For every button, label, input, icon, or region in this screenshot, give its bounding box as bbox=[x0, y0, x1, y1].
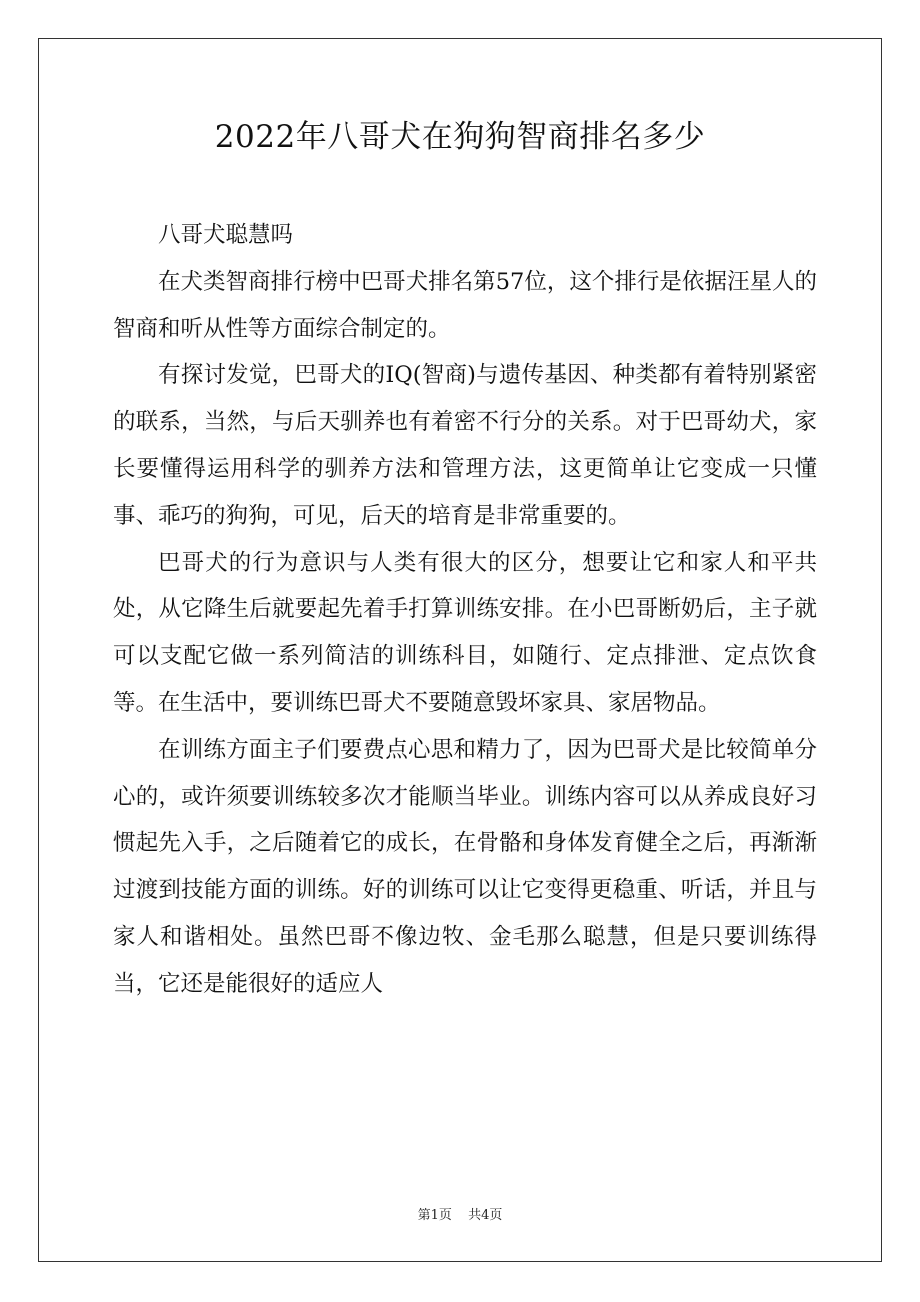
page-number-current: 第1页 bbox=[417, 1208, 452, 1223]
page-number-total: 共4页 bbox=[468, 1208, 503, 1223]
paragraph: 在训练方面主子们要费点心思和精力了，因为巴哥犬是比较简单分心的，或许须要训练较多次才能顺当毕业。训练内容可以从养成良好习惯起先入手，之后随着它的成长，在骨骼和身体发育健全之后，再渐渐过渡到技能方面的训练。好的训练可以让它变得更稳重、听话，并且与家人和谐相处。虽然巴哥不像边牧、金毛那么聪慧，但是只要训练得当，它还是能很好的适应人 bbox=[113, 736, 817, 997]
paragraph: 在犬类智商排行榜中巴哥犬排名第57位，这个排行是依据汪星人的智商和听从性等方面综合制定的。 bbox=[113, 268, 817, 342]
page-footer bbox=[0, 1206, 920, 1226]
paragraph: 有探讨发觉，巴哥犬的IQ(智商)与遗传基因、种类都有着特别紧密的联系，当然，与后天驯养也有着密不行分的关系。对于巴哥幼犬，家长要懂得运用科学的驯养方法和管理方法，这更简单让它变成一只懂事、乖巧的狗狗，可见，后天的培育是非常重要的。 bbox=[113, 362, 817, 529]
paragraph-heading: 八哥犬聪慧吗 bbox=[158, 222, 294, 248]
paragraph: 巴哥犬的行为意识与人类有很大的区分，想要让它和家人和平共处，从它降生后就要起先着手打算训练安排。在小巴哥断奶后，主子就可以支配它做一系列简洁的训练科目，如随行、定点排泄、定点饮食等。在生活中，要训练巴哥犬不要随意毁坏家具、家居物品。 bbox=[113, 549, 817, 716]
document-body bbox=[113, 212, 817, 1008]
document-title: 2022年八哥犬在狗狗智商排名多少 bbox=[214, 119, 706, 155]
